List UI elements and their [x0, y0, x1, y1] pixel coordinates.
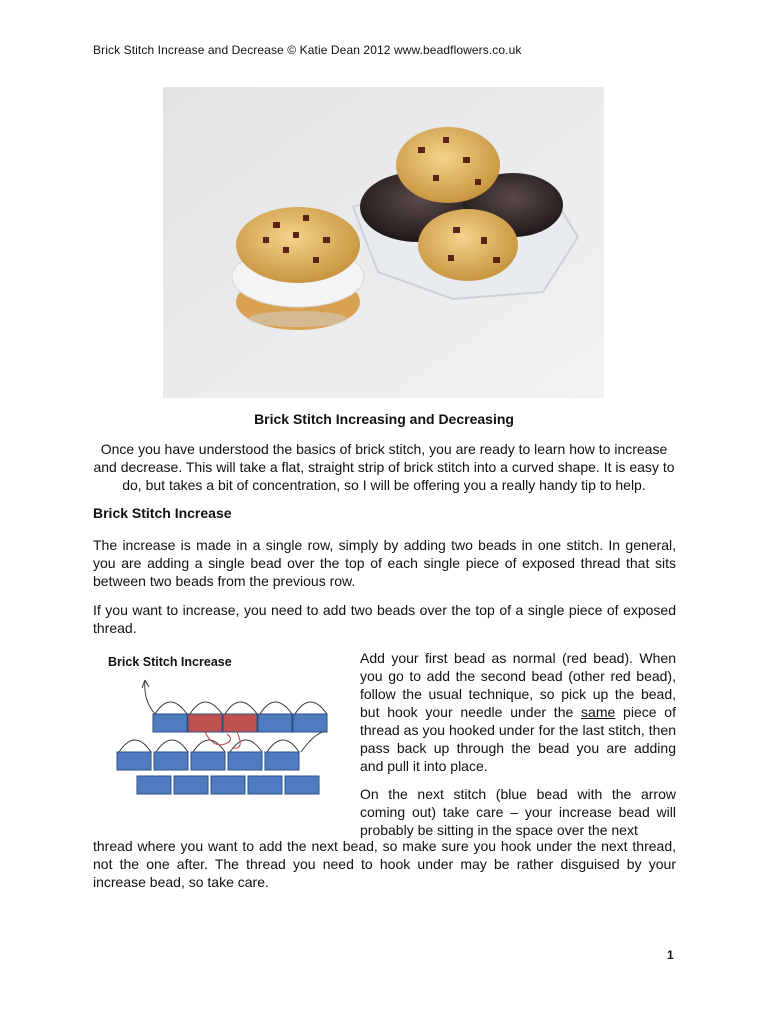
increase-column-paragraph-1: Add your first bead as normal (red bead). When you go to add the second bead (other red bead), follow the usual technique, so pick up the bead, but hook your needle under the same piece of thread as you hooked under for the last stitch, then pass back up through the bead you are adding and pull it into place.: [360, 650, 676, 774]
section-title: Brick Stitch Increasing and Decreasing: [254, 411, 514, 427]
page-number: 1: [667, 948, 674, 962]
emphasis-same: same: [581, 704, 616, 720]
increase-paragraph-1: The increase is made in a single row, simply by adding two beads in one stitch. In general, you are adding a single bead over the top of each single piece of exposed thread that sits between two beads from the previous row.: [93, 537, 676, 589]
intro-paragraph: Once you have understood the basics of brick stitch, you are ready to learn how to increase and decrease. This will take a flat, straight strip of brick stitch into a curved shape. It is easy to do, but takes a bit of concentration, so I will be offering you a really handy tip to help.: [93, 441, 675, 493]
page-header: Brick Stitch Increase and Decrease © Katie Dean 2012 www.beadflowers.co.uk: [93, 43, 522, 57]
increase-paragraph-2: If you want to increase, you need to add two beads over the top of a single piece of exposed thread.: [93, 602, 676, 636]
increase-column-paragraph-2: On the next stitch (blue bead with the arrow coming out) take care – your increase bead will probably be sitting in the space over the next: [360, 786, 676, 838]
beaded-cookies-photo: [163, 87, 604, 398]
diagram-title: Brick Stitch Increase: [108, 655, 232, 669]
increase-heading: Brick Stitch Increase: [93, 505, 232, 521]
brick-stitch-increase-diagram: [95, 650, 350, 820]
increase-paragraph-3: thread where you want to add the next bead, so make sure you hook under the next thread, not the one after. The thread you need to hook under may be rather disguised by your increase bead, so take care.: [93, 838, 676, 890]
